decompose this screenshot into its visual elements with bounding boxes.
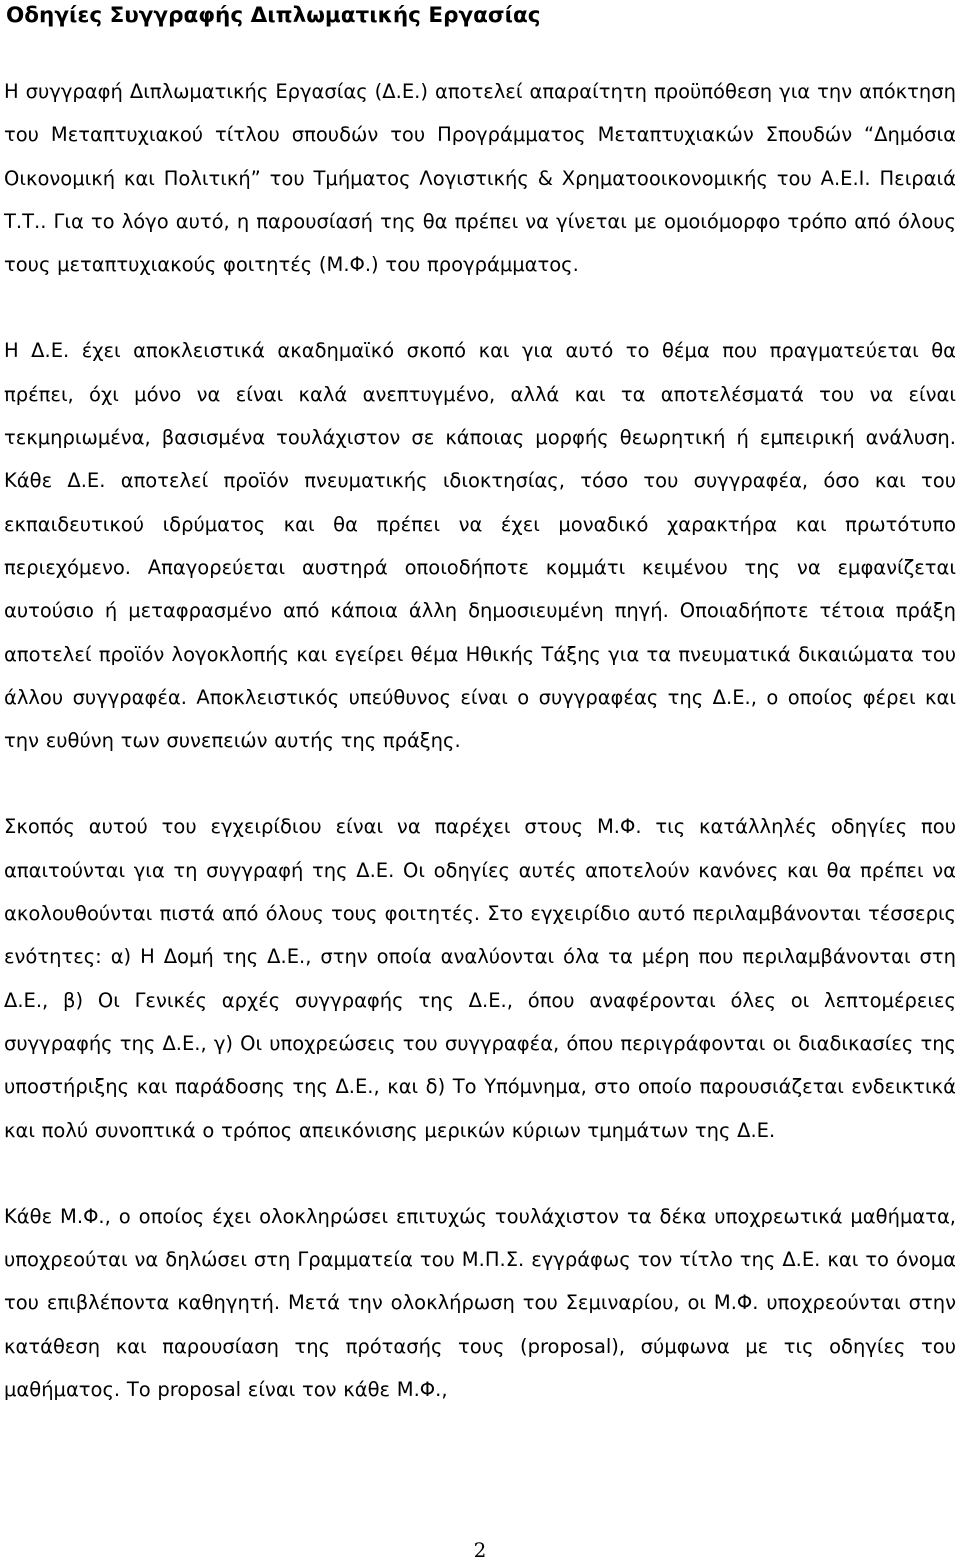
paragraph-submission: Κάθε Μ.Φ., ο οποίος έχει ολοκληρώσει επιτυχώς τουλάχιστον τα δέκα υποχρεωτικά μαθήματα, υποχρεούται να δηλώσει στη Γραμματεία του Μ.Π.Σ. εγγράφως τον τίτλο της Δ.Ε. και το όνομα του επιβλέποντα καθηγητή. Μετά την ολοκλήρωση του Σεμιναρίου, οι Μ.Φ. υποχρεούνται στην κατάθεση και παρουσίαση της πρότασής τους (proposal), σύμφωνα με τις οδηγίες του μαθήματος. Το proposal είναι τον κάθε Μ.Φ., bbox=[4, 1204, 956, 1402]
paragraph-academic-purpose: Η Δ.Ε. έχει αποκλειστικά ακαδημαϊκό σκοπό και για αυτό το θέμα που πραγματεύεται θα πρέπει, όχι μόνο να είναι καλά ανεπτυγμένο, αλλά και τα αποτελέσματά του να είναι τεκμηριωμένα, βασισμένα τουλάχιστον σε κάποιας μορφής θεωρητική ή εμπειρική ανάλυση. Κάθε Δ.Ε. αποτελεί προϊόν πνευματικής ιδιοκτησίας, τόσο του συγγραφέα, όσο και του εκπαιδευτικού ιδρύματος και θα πρέπει να έχει μοναδικό χαρακτήρα και πρωτότυπο περιεχόμενο. Απαγορεύεται αυστηρά οποιοδήποτε κομμάτι κειμένου της να εμφανίζεται αυτούσιο ή μεταφρασμένο από κάποια άλλη δημοσιευμένη πηγή. Οποιαδήποτε τέτοια πράξη αποτελεί προϊόν λογοκλοπής και εγείρει θέμα Ηθικής Τάξης για τα πνευματικά δικαιώματα του άλλου συγγραφέα. Αποκλειστικός υπεύθυνος είναι ο συγγραφέας της Δ.Ε., ο οποίος φέρει και την ευθύνη των συνεπειών αυτής της πράξης. bbox=[4, 339, 956, 753]
page-number: 2 bbox=[473, 1538, 487, 1562]
document-title: Οδηγίες Συγγραφής Διπλωματικής Εργασίας bbox=[6, 3, 541, 28]
paragraph-intro: Η συγγραφή Διπλωματικής Εργασίας (Δ.Ε.) αποτελεί απαραίτητη προϋπόθεση για την απόκτηση του Μεταπτυχιακού τίτλου σπουδών του Προγράμματος Μεταπτυχιακών Σπουδών “Δημόσια Οικονομική και Πολιτική” του Τμήματος Λογιστικής & Χρηματοοικονομικής του Α.Ε.Ι. Πειραιά Τ.Τ.. Για το λόγο αυτό, η παρουσίασή της θα πρέπει να γίνεται με ομοιόμορφο τρόπο από όλους τους μεταπτυχιακούς φοιτητές (Μ.Φ.) του προγράμματος. bbox=[4, 80, 956, 277]
document-page bbox=[4, 0, 956, 1563]
paragraph-manual-scope: Σκοπός αυτού του εγχειρίδιου είναι να παρέχει στους Μ.Φ. τις κατάλληλές οδηγίες που απαιτούνται για τη συγγραφή της Δ.Ε. Οι οδηγίες αυτές αποτελούν κανόνες και θα πρέπει να ακολουθούνται πιστά από όλους τους φοιτητές. Στο εγχειρίδιο αυτό περιλαμβάνονται τέσσερις ενότητες: α) Η Δομή της Δ.Ε., στην οποία αναλύονται όλα τα μέρη που περιλαμβάνονται στη Δ.Ε., β) Οι Γενικές αρχές συγγραφής της Δ.Ε., όπου αναφέρονται όλες οι λεπτομέρειες συγγραφής της Δ.Ε., γ) Οι υποχρεώσεις του συγγραφέα, όπου περιγράφονται οι διαδικασίες της υποστήριξης και παράδοσης της Δ.Ε., και δ) Το Υπόμνημα, στο οποίο παρουσιάζεται ενδεικτικά και πολύ συνοπτικά ο τρόπος απεικόνισης μερικών κύριων τμημάτων της Δ.Ε. bbox=[4, 815, 956, 1142]
